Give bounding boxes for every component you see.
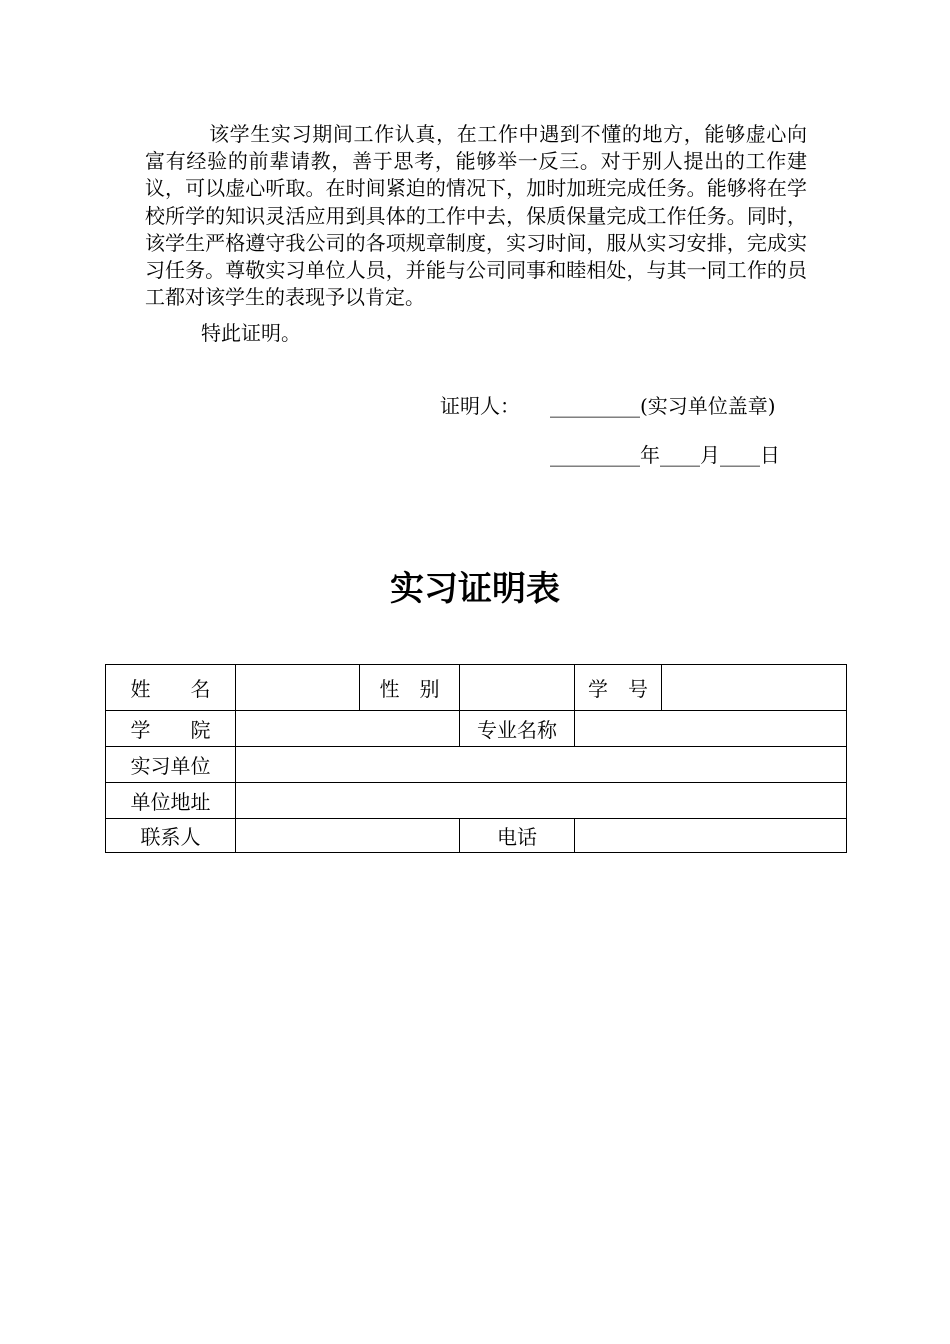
certificate-body-paragraph: 该学生实习期间工作认真，在工作中遇到不懂的地方，能够虚心向富有经验的前辈请教，善于思考，能够举一反三。对于别人提出的工作建议，可以虚心听取。在时间紧迫的情况下，加时加班完成任务。能够将在学校所学的知识灵活应用到具体的工作中去，保质保量完成工作任务。同时，该学生严格遵守我公司的各项规章制度，实习时间，服从实习安排，完成实习任务。尊敬实习单位人员，并能与公司同事和睦相处，与其一同工作的员工都对该学生的表现予以肯定。 <box>145 122 807 310</box>
address-label: 单位地址 <box>106 783 236 819</box>
student-id-label: 学 号 <box>575 665 662 711</box>
table-row <box>106 783 847 819</box>
signer-label: 证明人： <box>440 394 520 418</box>
company-value-cell[interactable] <box>236 747 847 783</box>
form-title: 实习证明表 <box>390 569 560 609</box>
phone-label: 电话 <box>460 819 575 853</box>
major-value-cell[interactable] <box>575 711 847 747</box>
major-label: 专业名称 <box>460 711 575 747</box>
table-row <box>106 747 847 783</box>
phone-value-cell[interactable] <box>575 819 847 853</box>
table-row <box>106 665 847 711</box>
gender-label: 性 别 <box>360 665 460 711</box>
contact-label: 联系人 <box>106 819 236 853</box>
contact-value-cell[interactable] <box>236 819 460 853</box>
college-value-cell[interactable] <box>236 711 460 747</box>
name-value-cell[interactable] <box>236 665 360 711</box>
company-label: 实习单位 <box>106 747 236 783</box>
date-line: _________年____月____日 <box>550 443 780 467</box>
gender-value-cell[interactable] <box>460 665 575 711</box>
name-label: 姓 名 <box>106 665 236 711</box>
address-value-cell[interactable] <box>236 783 847 819</box>
table-row <box>106 819 847 853</box>
internship-certificate-table <box>105 664 847 853</box>
signer-stamp-blank: _________(实习单位盖章) <box>550 394 776 418</box>
student-id-value-cell[interactable] <box>662 665 847 711</box>
table-row <box>106 711 847 747</box>
signer-line <box>440 392 810 420</box>
certify-statement: 特此证明。 <box>201 321 301 345</box>
college-label: 学 院 <box>106 711 236 747</box>
